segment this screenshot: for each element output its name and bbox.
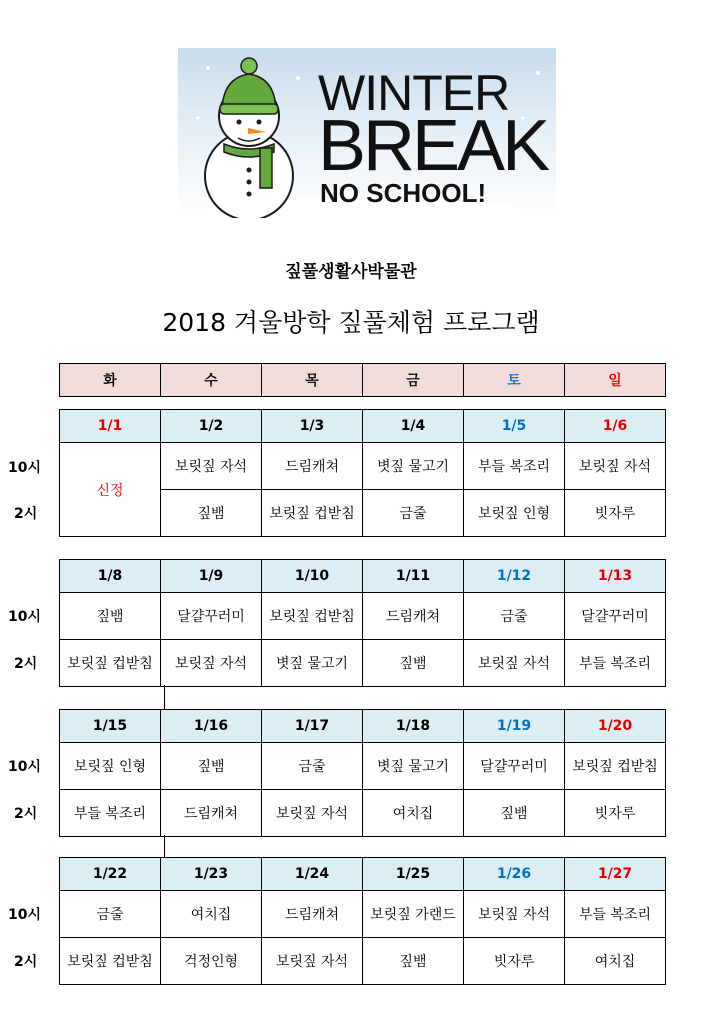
activity-cell: 보릿짚 자석 [262, 938, 363, 985]
date-cell: 1/23 [161, 858, 262, 891]
date-cell: 1/24 [262, 858, 363, 891]
day-header-cell: 일 [565, 364, 666, 397]
activity-cell: 볏짚 물고기 [363, 443, 464, 490]
date-row [60, 710, 666, 743]
program-title: 2018 겨울방학 짚풀체험 프로그램 [162, 308, 540, 337]
activity-cell: 보릿짚 자석 [262, 790, 363, 837]
date-cell: 1/8 [60, 560, 161, 593]
day-header-table [59, 363, 666, 397]
activity-cell: 빗자루 [565, 790, 666, 837]
activity-cell: 금줄 [363, 490, 464, 537]
activity-row-am [60, 743, 666, 790]
activity-row-am [60, 891, 666, 938]
date-row [60, 560, 666, 593]
activity-cell: 보릿짚 컵받침 [60, 938, 161, 985]
week-table-3 [59, 709, 666, 837]
activity-cell: 보릿짚 가랜드 [363, 891, 464, 938]
activity-row-am [60, 443, 666, 490]
activity-row-pm [60, 790, 666, 837]
activity-cell: 금줄 [464, 593, 565, 640]
week-table-1 [59, 409, 666, 537]
week-table-2 [59, 559, 666, 687]
activity-cell: 보릿짚 인형 [60, 743, 161, 790]
activity-row-pm [60, 938, 666, 985]
date-cell: 1/5 [464, 410, 565, 443]
time-label-pm: 2시 [14, 806, 38, 822]
activity-cell: 보릿짚 자석 [464, 891, 565, 938]
activity-cell: 드림캐쳐 [262, 443, 363, 490]
day-header-cell: 토 [464, 364, 565, 397]
activity-cell: 볏짚 물고기 [363, 743, 464, 790]
date-cell: 1/1 [60, 410, 161, 443]
activity-cell: 볏짚 물고기 [262, 640, 363, 687]
date-cell: 1/4 [363, 410, 464, 443]
activity-row-pm [60, 640, 666, 687]
day-header-cell: 화 [60, 364, 161, 397]
activity-cell: 여치집 [565, 938, 666, 985]
activity-cell: 걱정인형 [161, 938, 262, 985]
time-label-am: 10시 [8, 609, 42, 625]
date-cell: 1/22 [60, 858, 161, 891]
activity-cell: 달걀꾸러미 [464, 743, 565, 790]
banner-line-break: BREAK [318, 106, 548, 186]
activity-cell: 부들 복조리 [464, 443, 565, 490]
activity-cell: 금줄 [262, 743, 363, 790]
separator-line [164, 685, 165, 709]
week-table-4 [59, 857, 666, 985]
day-header-cell: 금 [363, 364, 464, 397]
activity-cell: 보릿짚 자석 [161, 640, 262, 687]
museum-name: 짚풀생활사박물관 [285, 262, 417, 282]
date-cell: 1/17 [262, 710, 363, 743]
separator-line [164, 835, 165, 857]
activity-cell: 보릿짚 컵받침 [262, 593, 363, 640]
date-cell: 1/18 [363, 710, 464, 743]
date-cell: 1/6 [565, 410, 666, 443]
activity-cell: 금줄 [60, 891, 161, 938]
activity-cell: 부들 복조리 [565, 640, 666, 687]
date-cell: 1/20 [565, 710, 666, 743]
activity-cell: 빗자루 [464, 938, 565, 985]
date-row [60, 858, 666, 891]
activity-cell: 짚뱀 [161, 490, 262, 537]
time-label-am: 10시 [8, 460, 42, 476]
activity-cell: 부들 복조리 [60, 790, 161, 837]
date-cell: 1/11 [363, 560, 464, 593]
activity-cell: 드림캐쳐 [363, 593, 464, 640]
date-cell: 1/3 [262, 410, 363, 443]
activity-cell: 짚뱀 [363, 938, 464, 985]
activity-cell: 짚뱀 [363, 640, 464, 687]
date-cell: 1/10 [262, 560, 363, 593]
activity-cell: 부들 복조리 [565, 891, 666, 938]
time-label-pm: 2시 [14, 506, 38, 522]
activity-cell: 빗자루 [565, 490, 666, 537]
date-cell: 1/19 [464, 710, 565, 743]
activity-cell: 보릿짚 컵받침 [565, 743, 666, 790]
activity-cell: 보릿짚 자석 [161, 443, 262, 490]
date-row [60, 410, 666, 443]
activity-row-am [60, 593, 666, 640]
activity-cell: 짚뱀 [60, 593, 161, 640]
date-cell: 1/2 [161, 410, 262, 443]
time-label-am: 10시 [8, 907, 42, 923]
date-cell: 1/9 [161, 560, 262, 593]
activity-cell: 달걀꾸러미 [161, 593, 262, 640]
day-header-row [60, 364, 666, 397]
date-cell: 1/25 [363, 858, 464, 891]
day-header-cell: 목 [262, 364, 363, 397]
date-cell: 1/27 [565, 858, 666, 891]
day-header-cell: 수 [161, 364, 262, 397]
activity-cell: 보릿짚 컵받침 [60, 640, 161, 687]
date-cell: 1/12 [464, 560, 565, 593]
time-label-pm: 2시 [14, 656, 38, 672]
date-cell: 1/13 [565, 560, 666, 593]
time-label-pm: 2시 [14, 954, 38, 970]
date-cell: 1/16 [161, 710, 262, 743]
banner-line-winter: WINTER [318, 65, 510, 121]
activity-cell: 여치집 [161, 891, 262, 938]
time-label-am: 10시 [8, 759, 42, 775]
activity-cell: 보릿짚 인형 [464, 490, 565, 537]
winter-break-banner [178, 48, 556, 218]
activity-cell: 드림캐쳐 [262, 891, 363, 938]
activity-cell: 여치집 [363, 790, 464, 837]
holiday-cell: 신정 [60, 443, 161, 537]
activity-cell: 짚뱀 [161, 743, 262, 790]
activity-cell: 짚뱀 [464, 790, 565, 837]
activity-cell: 보릿짚 자석 [565, 443, 666, 490]
banner-line-no-school: NO SCHOOL! [320, 178, 487, 208]
activity-cell: 보릿짚 컵받침 [262, 490, 363, 537]
date-cell: 1/15 [60, 710, 161, 743]
activity-cell: 달걀꾸러미 [565, 593, 666, 640]
date-cell: 1/26 [464, 858, 565, 891]
activity-cell: 드림캐쳐 [161, 790, 262, 837]
activity-cell: 보릿짚 자석 [464, 640, 565, 687]
